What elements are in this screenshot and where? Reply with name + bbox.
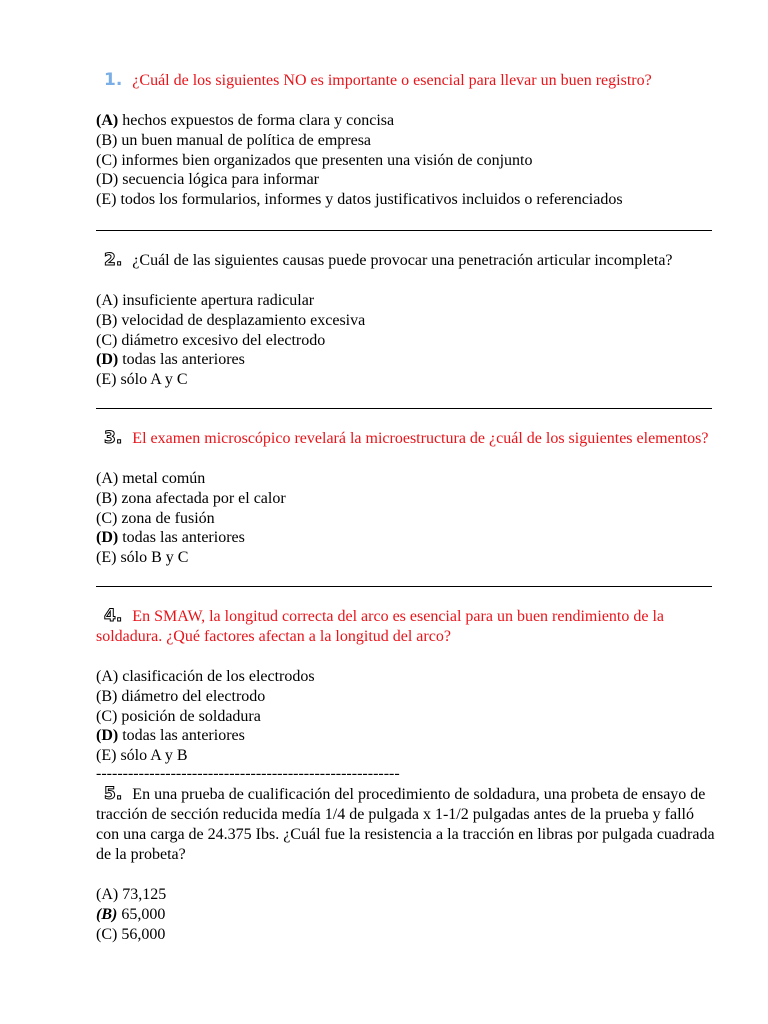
question-3-number: 3. — [104, 428, 123, 448]
option-3c: (C) zona de fusión — [96, 509, 215, 527]
question-5-text: En una prueba de cualificación del procedimiento de soldadura, una probeta de ensayo de tracción de sección reducida medía 1/4 de pulgada x 1-1/2 pulgadas antes de la prueba y falló con una carga de 24.375 Ibs. ¿Cuál fue la resistencia a la tracción en libras por pulgada cuadrada de la probeta? — [96, 786, 715, 863]
option-1a: (A) hechos expuestos de forma clara y concisa — [96, 112, 395, 129]
question-3-options — [96, 469, 716, 568]
question-4-prompt — [96, 606, 716, 647]
option-5c: (C) 56,000 — [96, 925, 166, 943]
question-1-number: 1. — [104, 70, 123, 90]
question-1-text: ¿Cuál de los siguientes NO es importante o esencial para llevar un buen registro? — [132, 72, 652, 89]
option-5a: (A) 73,125 — [96, 886, 167, 903]
option-5b: (B) 65,000 — [96, 905, 166, 923]
option-4a: (A) clasificación de los electrodos — [96, 668, 315, 685]
question-3-prompt — [96, 428, 716, 449]
dashed-separator: --------------------------------------------------------- — [96, 765, 400, 782]
divider-1 — [96, 230, 712, 231]
question-5-number: 5. — [104, 784, 123, 804]
question-1 — [96, 70, 716, 210]
option-1c: (C) informes bien organizados que presenten una visión de conjunto — [96, 151, 533, 169]
option-2e: (E) sólo A y C — [96, 371, 188, 389]
option-4c: (C) posición de soldadura — [96, 707, 261, 725]
option-2c: (C) diámetro excesivo del electrodo — [96, 331, 326, 349]
question-4 — [96, 606, 716, 766]
divider-2 — [96, 408, 712, 409]
question-5-options — [96, 885, 716, 944]
option-3b: (B) zona afectada por el calor — [96, 489, 286, 507]
option-4b: (B) diámetro del electrodo — [96, 687, 266, 705]
question-2 — [96, 250, 716, 390]
option-3e: (E) sólo B y C — [96, 549, 189, 567]
option-1b: (B) un buen manual de política de empresa — [96, 131, 372, 149]
question-3 — [96, 428, 716, 568]
option-2d: (D) todas las anteriores — [96, 351, 245, 369]
option-1d: (D) secuencia lógica para informar — [96, 171, 319, 189]
question-1-options — [96, 111, 716, 210]
question-2-number: 2. — [104, 250, 123, 270]
question-5-prompt — [96, 784, 716, 865]
divider-3 — [96, 586, 712, 587]
option-4e: (E) sólo A y B — [96, 747, 188, 765]
question-4-options — [96, 667, 716, 766]
option-1e: (E) todos los formularios, informes y datos justificativos incluidos o referenciados — [96, 191, 623, 209]
question-2-text: ¿Cuál de las siguientes causas puede provocar una penetración articular incompleta? — [132, 252, 673, 269]
question-1-prompt — [96, 70, 716, 91]
question-5 — [96, 784, 716, 944]
option-3d: (D) todas las anteriores — [96, 529, 245, 547]
question-4-number: 4. — [104, 606, 123, 626]
option-4d: (D) todas las anteriores — [96, 727, 245, 745]
option-2a: (A) insuficiente apertura radicular — [96, 292, 315, 309]
question-2-options — [96, 291, 716, 390]
question-4-text: En SMAW, la longitud correcta del arco es esencial para un buen rendimiento de la soldadura. ¿Qué factores afectan a la longitud del arco? — [96, 608, 665, 645]
option-2b: (B) velocidad de desplazamiento excesiva — [96, 311, 366, 329]
question-3-text: El examen microscópico revelará la microestructura de ¿cuál de los siguientes elementos? — [132, 430, 709, 447]
option-3a: (A) metal común — [96, 470, 206, 487]
question-2-prompt — [96, 250, 716, 271]
